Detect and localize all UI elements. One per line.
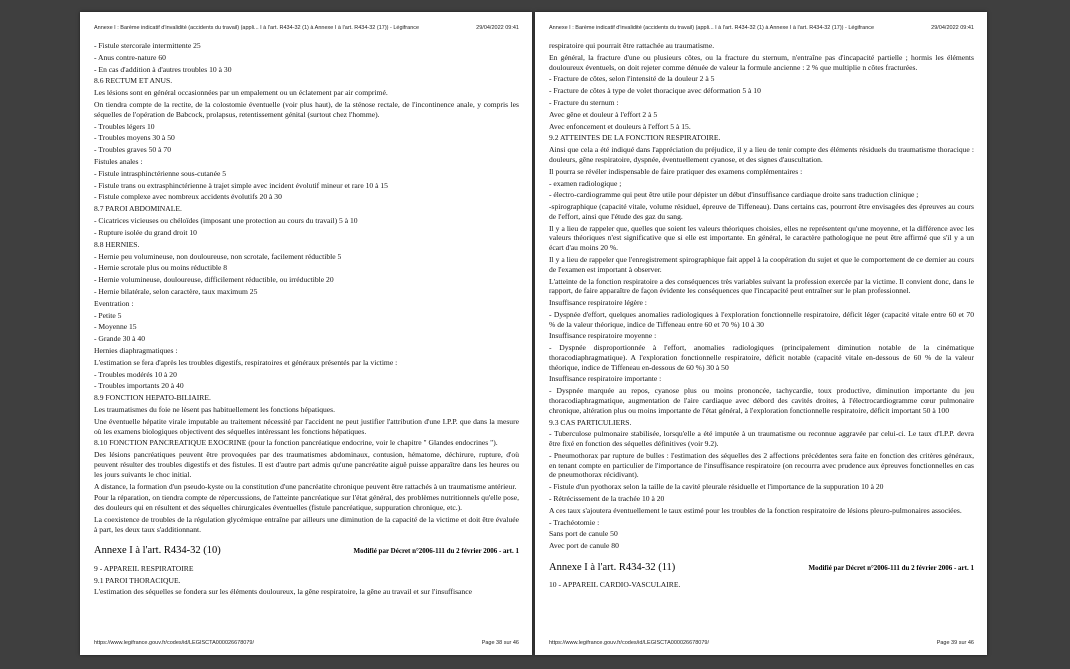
text-line: - Fistule trans ou extrasphinctérienne à trajet simple avec incident évolutif mineur et rare 10 à 15 <box>94 180 388 190</box>
page-header <box>549 24 974 32</box>
text-line: - Troubles modérés 10 à 20 <box>94 369 177 379</box>
text-line: L'atteinte de la fonction respiratoire a des conséquences très variables suivant la profession exercée par la victime. Il convient donc, dans le rapport, de faire apparaître de façon évidente les conséquences que l'incapacité peut entraîner sur le plan professionnel. <box>549 276 974 296</box>
text-line: - Hernie scrotale plus ou moins réductible 8 <box>94 263 228 273</box>
text-line: Des lésions pancréatiques peuvent être provoquées par des traumatismes abdominaux, contusion, hématome, déchirure, rupture, d'où peuvent résulter des troubles digestifs et des fistules. Il est d'autre part admis qu'une pancréatite aiguë puisse apparaître dans les heures ou les jours suivants le choc initial. <box>94 450 519 479</box>
text-line: - Fracture de côtes à type de volet thoracique avec déformation 5 à 10 <box>549 86 761 96</box>
footer-url[interactable]: https://www.legifrance.gouv.fr/codes/id/LEGISCTA000026678079/ <box>94 640 254 646</box>
text-line: L'estimation se fera d'après les troubles digestifs, respiratoires et généraux présentés par la victime : <box>94 357 398 367</box>
text-line: 8.7 PAROI ABDOMINALE. <box>94 204 182 214</box>
text-line: Insuffisance respiratoire légère : <box>549 298 647 308</box>
text-line: Avec gêne et douleur à l'effort 2 à 5 <box>549 109 658 119</box>
text-line: Avec enfoncement et douleurs à l'effort 5 à 15. <box>549 121 691 131</box>
text-line: - Troubles légers 10 <box>94 121 155 131</box>
text-line: 8.10 FONCTION PANCREATIQUE EXOCRINE (pour la fonction pancréatique endocrine, voir le chapitre " Glandes endocrines "). <box>94 438 498 448</box>
text-line: Insuffisance respiratoire importante : <box>549 374 662 384</box>
text-line: 9 - APPAREIL RESPIRATOIRE <box>94 563 194 573</box>
text-line: - Dyspnée d'effort, quelques anomalies radiologiques à l'exploration fonctionnelle respiratoire, déficit léger (capacité vitale entre 60 et 70 % de la valeur théorique, indice de Tiffeneau entre 60 et 70 %) 10 à 30 <box>549 309 974 329</box>
text-line: - Rétrécissement de la trachée 10 à 20 <box>549 493 665 503</box>
text-line: 8.6 RECTUM ET ANUS. <box>94 76 173 86</box>
text-line: - Petite 5 <box>94 310 122 320</box>
text-line: 10 - APPAREIL CARDIO-VASCULAIRE. <box>549 580 681 590</box>
text-line: A distance, la formation d'un pseudo-kyste ou la constitution d'une pancréatite chronique peuvent être rattachés à un traumatisme antérieur. <box>94 481 517 491</box>
header-date: 29/04/2022 09:41 <box>476 25 519 31</box>
page-body <box>549 41 974 590</box>
text-line: - Troubles importants 20 à 40 <box>94 381 184 391</box>
text-line: - Dyspnée marquée au repos, cyanose plus ou moins prononcée, tachycardie, toux productive, diminution importante du jeu thoracodiaphragmatique, augmentation de l'aire cardiaque avec débord des cavités droites, à l'électrocardiogramme cœur pulmonaire chronique, altération plus ou moins importante de l'état général, à l'exploration fonctionnelle respiratoire, déficit important 50 à 100 <box>549 386 974 415</box>
page-header <box>94 24 519 32</box>
text-line: La coexistence de troubles de la régulation glycémique entraîne par ailleurs une diminution de la capacité de la victime et doit être évaluée à part, les deux taux s'additionnant. <box>94 514 519 534</box>
text-line: Les lésions sont en général occasionnées par un empalement ou un éclatement par air comprimé. <box>94 88 388 98</box>
text-line: - Moyenne 15 <box>94 322 137 332</box>
header-title: Annexe I : Barème indicatif d'invalidité (accidents du travail) (appli... I à l'art. R434-32 (1) à Annexe I à l'art. R434-32 (17)) - Légifrance <box>94 25 420 31</box>
pdf-page-right <box>535 12 987 655</box>
text-line: Fistules anales : <box>94 157 143 167</box>
annexe-title: Annexe I à l'art. R434-32 (10) <box>94 545 221 557</box>
text-line: - Cicatrices vicieuses ou chéloïdes (imposant une protection au cours du travail) 5 à 10 <box>94 216 358 226</box>
footer-page-number: Page 38 sur 46 <box>481 640 519 646</box>
annexe-title: Annexe I à l'art. R434-32 (11) <box>549 561 676 573</box>
text-line: A ces taux s'ajoutera éventuellement le taux estimé pour les troubles de la fonction respiratoire de lésions pleuro-pulmonaires associées. <box>549 505 962 515</box>
text-line: Les traumatismes du foie ne lèsent pas habituellement les fonctions hépatiques. <box>94 405 336 415</box>
pdf-page-left <box>80 12 532 655</box>
text-line: - Pneumothorax par rupture de bulles : l'estimation des séquelles des 2 affections précédentes sera faite en fonction des critères généraux, en tenant compte en particulier de l'importance de l'insuffisance respiratoire (on recourra avec prudence aux épreuves fonctionnelles en cas de pneumothorax récidivant). <box>549 450 974 480</box>
text-line: Avec port de canule 80 <box>549 541 619 551</box>
header-title: Annexe I : Barème indicatif d'invalidité (accidents du travail) (appli... I à l'art. R434-32 (1) à Annexe I à l'art. R434-32 (17)) - Légifrance <box>549 25 875 31</box>
text-line: respiratoire qui pourrait être rattachée au traumatisme. <box>549 41 715 50</box>
text-line: Il y a lieu de rappeler que, quelles que soient les valeurs théoriques choisies, elles ne représentent qu'une moyenne, et la différence avec les valeurs théoriques n'est significative que si elle est importante. En général, le caractère pathologique ne peut être affirmé que s'il y a un écart d'au moins 20 %. <box>549 223 974 253</box>
text-line: On tiendra compte de la rectite, de la colostomie éventuelle (voir plus haut), de la sténose rectale, de l'incontinence anale, y compris les séquelles de l'opération de Babcock, prolapsus, retentissement génital (surtout chez l'homme). <box>94 100 519 119</box>
text-line: - Rupture isolée du grand droit 10 <box>94 227 197 237</box>
text-line: - Trachéotomie : <box>549 517 600 527</box>
text-line: - Tuberculose pulmonaire stabilisée, lorsqu'elle a été imputée à un traumatisme ou reconnue aggravée par celui-ci. Le taux d'I.P.P. devra être fixé en fonction des séquelles définitives (voir 9.2). <box>549 429 974 449</box>
text-line: - électro-cardiogramme qui peut être utile pour dépister un début d'insuffisance cardiaque droite sans traduction clinique ; <box>549 190 919 200</box>
text-line: Ainsi que cela a été indiqué dans l'appréciation du préjudice, il y a lieu de tenir compte des éléments résiduels du traumatisme thoracique : douleurs, gêne respiratoire, dyspnée, éventuellement cyanose, et des signes d'auscultation. <box>549 145 974 164</box>
text-line: 9.2 ATTEINTES DE LA FONCTION RESPIRATOIRE. <box>549 133 721 143</box>
text-line: Il y a lieu de rappeler que l'enregistrement spirographique fait appel à la coopération du sujet et que le comportement de ce dernier au cours de l'examen est important à observer. <box>549 254 974 274</box>
annexe-heading <box>94 544 519 557</box>
text-line: - Grande 30 à 40 <box>94 334 146 344</box>
text-line: - Troubles moyens 30 à 50 <box>94 133 175 143</box>
text-line: 9.3 CAS PARTICULIERS. <box>549 417 632 427</box>
text-line: - Fracture de côtes, selon l'intensité de la douleur 2 à 5 <box>549 74 715 84</box>
annexe-modification-note: Modifié par Décret n°2006-111 du 2 février 2006 - art. 1 <box>808 563 974 572</box>
text-line: - Fistule complexe avec nombreux accidents évolutifs 20 à 30 <box>94 192 282 202</box>
text-line: -spirographique (capacité vitale, volume résiduel, épreuve de Tiffeneau). Dans certains cas, pourront être envisagées des épreuves au cours de l'effort, ainsi que l'étude des gaz du sang. <box>549 202 974 221</box>
footer-page-number: Page 39 sur 46 <box>936 640 974 646</box>
text-line: - Hernie bilatérale, selon caractère, taux maximum 25 <box>94 286 258 296</box>
text-line: Une éventuelle hépatite virale imputable au traitement nécessité par l'accident ne peut justifier l'attribution d'une I.P.P. que dans la mesure où les examens biologiques objectivent des séquelles intéressant les fonctions hépatiques. <box>94 416 519 436</box>
footer-url[interactable]: https://www.legifrance.gouv.fr/codes/id/LEGISCTA000026678079/ <box>549 640 709 646</box>
text-line: - Fistule stercorale intermittente 25 <box>94 41 201 50</box>
text-line: - Fistule intrasphinctérienne sous-cutanée 5 <box>94 168 227 178</box>
text-line: Hernies diaphragmatiques : <box>94 346 178 356</box>
text-line: Eventration : <box>94 298 134 308</box>
text-line: - Fistule d'un pyothorax selon la taille de la cavité pleurale résiduelle et l'importance de la suppuration 10 à 20 <box>549 482 884 492</box>
text-line: - Dyspnée disproportionnée à l'effort, anomalies radiologiques (principalement diminution notable de la cinématique thoracodiaphragmatique). A l'exploration fonctionnelle respiratoire, déficit notable (capacité vitale en-dessous de 60 % de la valeur théorique, indice de Tiffeneau en-dessous de 60 %) 30 à 50 <box>549 343 974 372</box>
page-footer <box>549 640 974 646</box>
text-line: - Hernie volumineuse, douloureuse, difficilement réductible, ou irréductible 20 <box>94 275 334 285</box>
text-line: Il pourra se révéler indispensable de faire pratiquer des examens complémentaires : <box>549 166 803 176</box>
text-line: - examen radiologique ; <box>549 178 622 188</box>
page-footer <box>94 640 519 646</box>
text-line: - Hernie peu volumineuse, non douloureuse, non scrotale, facilement réductible 5 <box>94 251 342 261</box>
text-line: En général, la fracture d'une ou plusieurs côtes, ou la fracture du sternum, n'entraîne pas d'incapacité partielle ; hormis les éléments douloureux éventuels, on doit rejeter comme dénuée de valeur la formule ancienne : 2 % que multiplie n côtes fracturées. <box>549 52 974 72</box>
text-line: - En cas d'addition à d'autres troubles 10 à 30 <box>94 64 232 74</box>
text-line: - Fracture du sternum : <box>549 97 619 107</box>
page-body <box>94 41 519 597</box>
text-line: - Troubles graves 50 à 70 <box>94 145 171 155</box>
text-line: L'estimation des séquelles se fondera sur les éléments douloureux, la gêne respiratoire, la gêne au travail et sur l'insuffisance <box>94 587 472 597</box>
annexe-modification-note: Modifié par Décret n°2006-111 du 2 février 2006 - art. 1 <box>353 547 519 556</box>
text-line: 9.1 PAROI THORACIQUE. <box>94 575 181 585</box>
annexe-heading <box>549 561 974 574</box>
text-line: Insuffisance respiratoire moyenne : <box>549 331 657 341</box>
text-line: Pour la réparation, on tiendra compte de répercussions, de l'atteinte pancréatique sur l'état général, des problèmes nutritionnels qu'elle pose, des douleurs qui en résultent et des séquelles chirurgicales éventuelles (fistule pancréatique, suppuration chronique, etc.). <box>94 493 519 513</box>
text-line: Sans port de canule 50 <box>549 529 618 539</box>
text-line: 8.9 FONCTION HEPATO-BILIAIRE. <box>94 393 211 403</box>
header-date: 29/04/2022 09:41 <box>931 25 974 31</box>
text-line: - Anus contre-nature 60 <box>94 52 166 62</box>
text-line: 8.8 HERNIES. <box>94 239 140 249</box>
